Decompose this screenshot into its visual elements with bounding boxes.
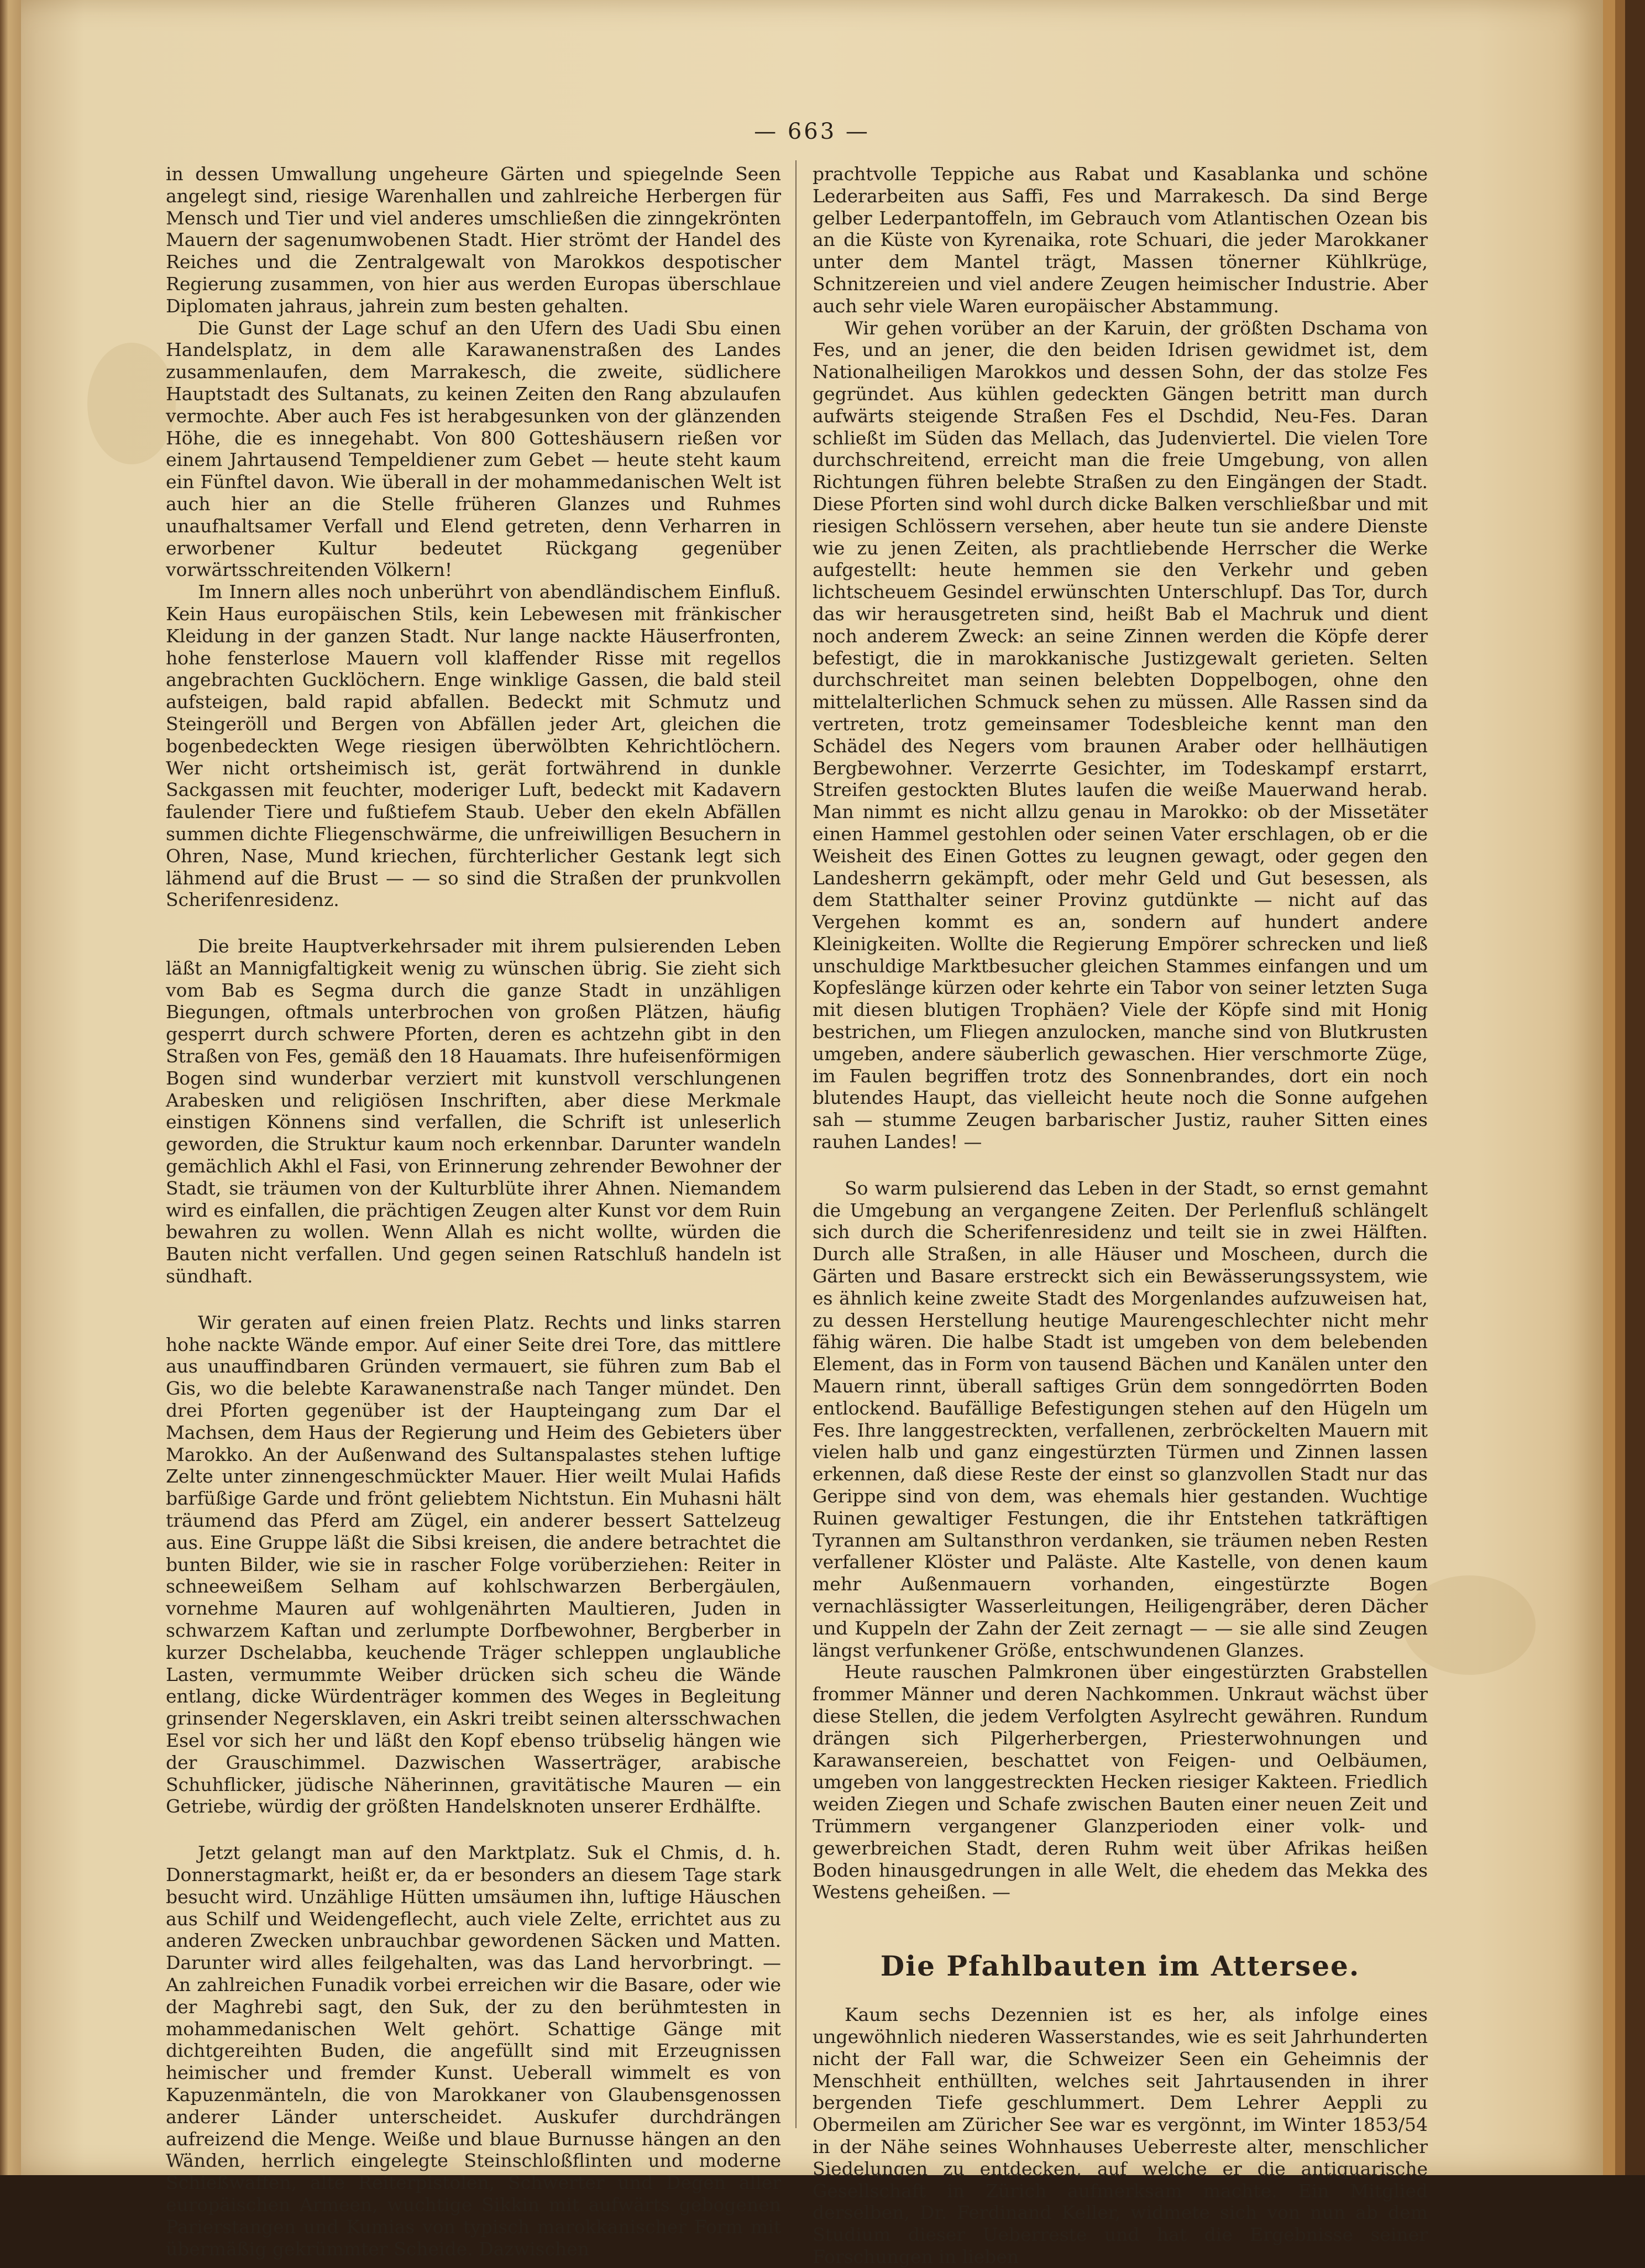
left-column — [166, 163, 781, 2260]
page-edge — [1603, 0, 1615, 2175]
book-page — [21, 0, 1603, 2267]
column-divider — [795, 160, 797, 2128]
book-spine-left — [0, 0, 21, 2175]
book-cover-edge — [1625, 0, 1645, 2175]
paper-stain — [87, 343, 176, 464]
paragraph: Die Gunst der Lage schuf an den Ufern des Uadi Sbu einen Handelsplatz, in dem alle Karawanenstraßen des Landes zusammenlaufen, dem Marrakesch, die zweite, südlichere Hauptstadt des Sultanats, zu keinen Zeiten den Rang abzulaufen vermochte. Aber auch Fes ist herabgesunken von der glänzenden Höhe, die es innegehabt. Von 800 Gotteshäusern rießen vor einem Jahrtausend Tempeldiener zum Gebet — heute steht kaum ein Fünftel davon. Wie überall in der mohammedanischen Welt ist auch hier an die Stelle früheren Glanzes und Ruhmes unaufhaltsamer Verfall und Elend getreten, denn Verharren in erworbener Kultur bedeutet Rückgang gegenüber vorwärtsschreitenden Völkern! — [166, 317, 781, 581]
paragraph: in dessen Umwallung ungeheure Gärten und spiegelnde Seen angelegt sind, riesige Warenhallen und zahlreiche Herbergen für Mensch und Tier und viel anderes umschließen die zinngekrönten Mauern der sagenumwobenen Stadt. Hier strömt der Handel des Reiches und die Zentralgewalt von Marokkos despotischer Regierung zusammen, von hier aus werden Europas überschlaue Diplomaten jahraus, jahrein zum besten gehalten. — [166, 163, 781, 317]
paragraph: Im Innern alles noch unberührt von abendländischem Einfluß. Kein Haus europäischen Stils, kein Lebewesen mit fränkischer Kleidung in der ganzen Stadt. Nur lange nackte Häuserfronten, hohe fensterlose Mauern voll klaffender Risse mit regellos angebrachten Gucklöchern. Enge winklige Gassen, die bald steil aufsteigen, bald rapid abfallen. Bedeckt mit Schmutz und Steingeröll und Bergen von Abfällen jeder Art, gleichen die bogenbedeckten Wege riesigen überwölbten Kehrichtlöchern. Wer nicht ortsheimisch ist, gerät fortwährend in dunkle Sackgassen mit feuchter, moderiger Luft, bedeckt mit Kadavern faulender Tiere und fußtiefem Staub. Ueber den ekeln Abfällen summen dichte Fliegenschwärme, die unfreiwilligen Besuchern in Ohren, Nase, Mund kriechen, fürchterlicher Gestank legt sich lähmend auf die Brust — — so sind die Straßen der prunkvollen Scherifenresidenz. — [166, 581, 781, 911]
paragraph: Jetzt gelangt man auf den Marktplatz. Suk el Chmis, d. h. Donnerstagmarkt, heißt er, da er besonders an diesem Tage stark besucht wird. Unzählige Hütten umsäumen ihn, luftige Häuschen aus Schilf und Weidengeflecht, auch viele Zelte, errichtet aus zu anderen Zwecken unbrauchbar gewordenen Säcken und Matten. Darunter wird alles feilgehalten, was das Land hervorbringt. — An zahlreichen Funadik vorbei erreichen wir die Basare, oder wie der Maghrebi sagt, den Suk, der zu den berühmtesten in mohammedanischen Welt gehört. Schattige Gänge mit dichtgereihten Buden, die angefüllt sind mit Erzeugnissen heimischer und fremder Kunst. Ueberall wimmelt es von Kapuzenmänteln, die von Marokkaner von Glaubensgenossen anderer Länder unterscheidet. Auskufer durchdrängen aufreizend die Menge. Weiße und blaue Burnusse hängen an den Wänden, herrlich eingelegte Steinschloßflinten und moderne Schießwaffen, alte Reiterpistolen, Schwerter und Degen aller europäischen Armeen, wuchtige Sikkin mit aufwärts gebogenen Parierstangen und Kumias von typisch marokkanischer Form mit übermäßig gekrümmter Scheide. Dazwischen — [166, 1842, 781, 2260]
paragraph: Wir geraten auf einen freien Platz. Rechts und links starren hohe nackte Wände empor. Auf einer Seite drei Tore, das mittlere aus unauffindbaren Gründen vermauert, sie führen zum Bab el Gis, wo die belebte Karawanenstraße nach Tanger mündet. Den drei Pforten gegenüber ist der Haupteingang zum Dar el Machsen, dem Haus der Regierung und Heim des Gebieters über Marokko. An der Außenwand des Sultanspalastes stehen luftige Zelte unter zinnengeschmückter Mauer. Hier weilt Mulai Hafids barfüßige Garde und frönt geliebtem Nichtstun. Ein Muhasni hält träumend das Pferd am Zügel, ein anderer bessert Sattelzeug aus. Eine Gruppe läßt die Sibsi kreisen, die andere betrachtet die bunten Bilder, wie sie in rascher Folge vorüberziehen: Reiter in schneeweißem Selham auf kohlschwarzen Berbergäulen, vornehme Mauren auf wohlgenährten Maultieren, Juden in schwarzem Kaftan und zerlumpte Dorfbewohner, Bergberber in kurzer Dschelabba, keuchende Träger schleppen unglaubliche Lasten, vermummte Weiber drücken sich scheu die Wände entlang, dicke Würdenträger kommen des Weges in Begleitung grinsender Negersklaven, ein Askri treibt seinen altersschwachen Esel vor sich her und läßt den Kopf ebenso trübselig hängen wie der Grauschimmel. Dazwischen Wasserträger, arabische Schuhflicker, jüdische Näherinnen, gravitätische Mauren — ein Getriebe, würdig der größten Handelsknoten unserer Erdhälfte. — [166, 1311, 781, 1817]
right-column — [813, 163, 1428, 2267]
paragraph: Heute rauschen Palmkronen über eingestürzten Grabstellen frommer Männer und deren Nachkommen. Unkraut wächst über diese Stellen, die jedem Verfolgten Asylrecht gewähren. Rundum drängen sich Pilgerherbergen, Priesterwohnungen und Karawansereien, beschattet von Feigen- und Oelbäumen, umgeben von langgestreckten Hecken riesiger Kakteen. Friedlich weiden Ziegen und Schafe zwischen Bauten einer neuen Zeit und Trümmern vergangener Glanzperioden einer volk- und gewerbreichen Stadt, deren Ruhm weit über Afrikas heißen Boden hinausgedrungen in alle Welt, die ehedem das Mekka des Westens geheißen. — — [813, 1661, 1428, 1903]
paragraph: Die breite Hauptverkehrsader mit ihrem pulsierenden Leben läßt an Mannigfaltigkeit wenig zu wünschen übrig. Sie zieht sich vom Bab es Segma durch die ganze Stadt in unzähligen Biegungen, oftmals unterbrochen von großen Plätzen, häufig gesperrt durch schwere Pforten, deren es achtzehn gibt in den Straßen von Fes, gemäß den 18 Hauamats. Ihre hufeisenförmigen Bogen sind wunderbar verziert mit kunstvoll verschlungenen Arabesken und religiösen Inschriften, aber diese Merkmale einstigen Könnens sind verfallen, die Schrift ist unleserlich geworden, die Struktur kaum noch erkennbar. Darunter wandeln gemächlich Akhl el Fasi, von Erinnerung zehrender Bewohner der Stadt, sie träumen von der Kulturblüte ihrer Ahnen. Niemandem wird es einfallen, die prächtigen Zeugen alter Kunst vor dem Ruin bewahren zu wollen. Wenn Allah es nicht wollte, würden die Bauten nicht verfallen. Und gegen seinen Ratschluß handeln ist sündhaft. — [166, 935, 781, 1287]
paragraph: So warm pulsierend das Leben in der Stadt, so ernst gemahnt die Umgebung an vergangene Zeiten. Der Perlenfluß schlängelt sich durch die Scherifenresidenz und teilt sie in zwei Hälften. Durch alle Straßen, in alle Häuser und Moscheen, durch die Gärten und Basare erstreckt sich ein Bewässerungssystem, wie es ähnlich keine zweite Stadt des Morgenlandes aufzuweisen hat, zu dessen Herstellung heutige Maurengeschlechter nicht mehr fähig wären. Die halbe Stadt ist umgeben von dem belebenden Element, das in Form von tausend Bächen und Kanälen unter den Mauern rinnt, überall saftiges Grün dem sonngedörrten Boden entlockend. Baufällige Befestigungen stehen auf den Hügeln um Fes. Ihre langgestreckten, verfallenen, zerbröckelten Mauern mit vielen halb und ganz eingestürzten Türmen und Zinnen lassen erkennen, daß diese Reste der einst so glanzvollen Stadt nur das Gerippe sind von dem, was ehemals hier gestanden. Wuchtige Ruinen gewaltiger Festungen, die ihr Entstehen tatkräftigen Tyrannen am Sultansthron verdanken, sie träumen neben Resten verfallener Klöster und Paläste. Alte Kastelle, von denen kaum mehr Außenmauern vorhanden, eingestürzte Bogen vernachlässigter Wasserleitungen, Heiligengräber, deren Dächer und Kuppeln der Zahn der Zeit zernagt — — sie alle sind Zeugen längst verfunkener Größe, entschwundenen Glanzes. — [813, 1177, 1428, 1661]
article-title: Die Pfahlbauten im Attersee. — [880, 1950, 1360, 1983]
paragraph: Wir gehen vorüber an der Karuin, der größten Dschama von Fes, und an jener, die den beiden Idrisen gewidmet ist, dem Nationalheiligen Marokkos und dessen Sohn, der das stolze Fes gegründet. Aus kühlen gedeckten Gängen betritt man durch aufwärts steigende Straßen Fes el Dschdid, Neu-Fes. Daran schließt im Süden das Mellach, das Judenviertel. Die vielen Tore durchschreitend, erreicht man die freie Umgebung, von allen Richtungen führen belebte Straßen zu den Eingängen der Stadt. Diese Pforten sind wohl durch dicke Balken verschließbar und mit riesigen Schlössern versehen, aber heute tun sie andere Dienste wie zu jenen Zeiten, als prachtliebende Herrscher die Werke aufgestellt: heute hemmen sie den Verkehr und geben lichtscheuem Gesindel erwünschten Unterschlupf. Das Tor, durch das wir herausgetreten sind, heißt Bab el Machruk und dient noch anderem Zweck: an seine Zinnen werden die Köpfe derer befestigt, die in marokkanische Justizgewalt gerieten. Selten durchschreitet man seinen belebten Doppelbogen, ohne den mittelalterlichen Schmuck sehen zu müssen. Alle Rassen sind da vertreten, trotz gemeinsamer Todesbleiche kennt man den Schädel des Negers vom braunen Araber oder hellhäutigen Bergbewohner. Verzerrte Gesichter, im Todeskampf erstarrt, Streifen gestockten Blutes laufen die weiße Mauerwand herab. Man nimmt es nicht allzu genau in Marokko: ob der Missetäter einen Hammel gestohlen oder seinen Vater erschlagen, ob er die Weisheit des Einen Gottes zu leugnen gewagt, oder gegen den Landesherrn gekämpft, oder mehr Geld und Gut besessen, als dem Statthalter seiner Provinz gutdünkte — nicht auf das Vergehen kommt es an, sondern auf hundert andere Kleinigkeiten. Wollte die Regierung Empörer schrecken und ließ unschuldige Marktbesucher gleichen Stammes einfangen und um Kopfeslänge kürzen oder kehrte ein Tabor von seiner letzten Suga mit diesen blutigen Trophäen? Viele der Köpfe sind mit Honig bestrichen, um Fliegen anzulocken, manche sind von Blutkrusten umgeben, andere säuberlich gewaschen. Hier verschmorte Züge, im Faulen begriffen trotz des Sonnenbrandes, dort ein noch blutendes Haupt, das vielleicht heute noch die Sonne aufgehen sah — stumme Zeugen barbarischer Justiz, rauher Sitten eines rauhen Landes! — — [813, 317, 1428, 1153]
page-number: — 663 — — [754, 119, 870, 144]
paragraph: prachtvolle Teppiche aus Rabat und Kasablanka und schöne Lederarbeiten aus Saffi, Fes und Marrakesch. Da sind Berge gelber Lederpantoffeln, im Gebrauch vom Atlantischen Ozean bis an die Küste von Kyrenaika, rote Schuari, die jeder Marokkaner unter dem Mantel trägt, Massen tönerner Kühlkrüge, Schnitzereien und viel andere Zeugen heimischer Industrie. Aber auch sehr viele Waren europäischer Abstammung. — [813, 163, 1428, 317]
paragraph: Kaum sechs Dezennien ist es her, als infolge eines ungewöhnlich niederen Wasserstandes, wie es seit Jahrhunderten nicht der Fall war, die Schweizer Seen ein Geheimnis der Menschheit enthüllten, welches seit Jahrtausenden in ihrer bergenden Tiefe geschlummert. Dem Lehrer Aeppli zu Obermeilen am Züricher See war es vergönnt, im Winter 1853/54 in der Nähe seines Wohnhauses Ueberreste alter, menschlicher Siedelungen zu entdecken, auf welche er die antiquarische Gesellschaft in Zürich aufmerksam machte. Ein Mitglied derselben, Dr. Ferdinand Keller, widmete sich von nun ab dem Studium dieser Ueberreste und hat die Ergebnisse seiner Forschungen in lieben — [813, 2004, 1428, 2267]
page-edge — [1615, 0, 1625, 2175]
